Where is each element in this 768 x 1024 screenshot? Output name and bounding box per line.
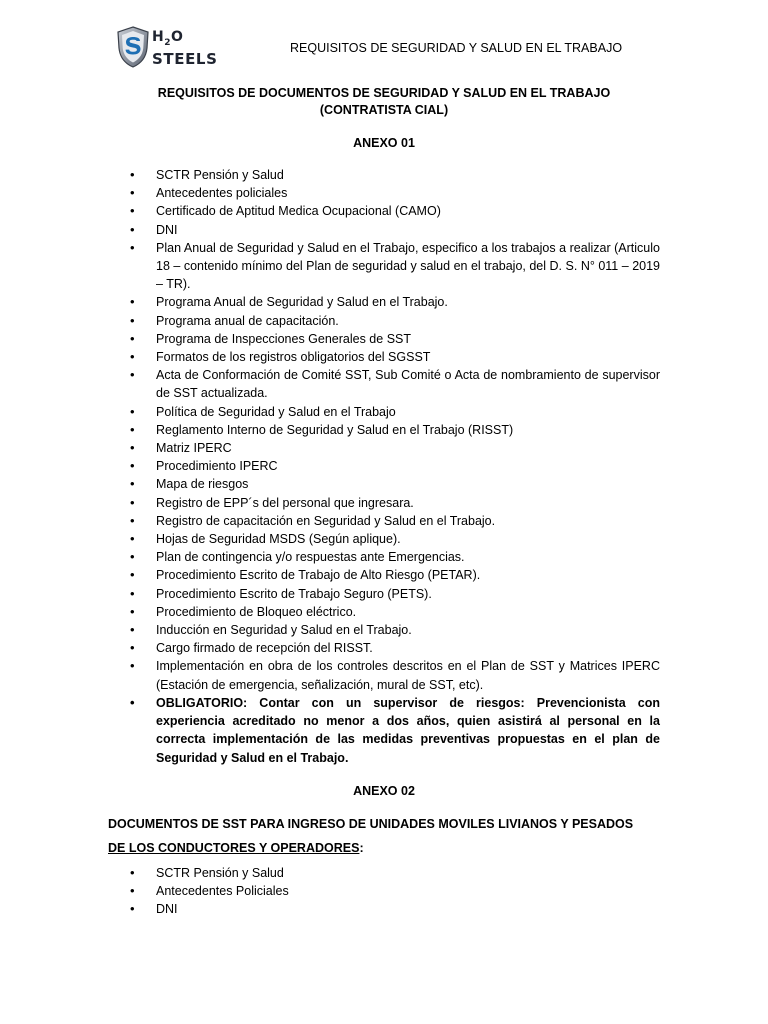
list-item: • Programa anual de capacitación. [108, 312, 660, 330]
list-item: • Reglamento Interno de Seguridad y Salud en el Trabajo (RISST) [108, 421, 660, 439]
anexo-02-subheading-2 [108, 840, 364, 857]
anexo-01-list [108, 166, 660, 767]
list-item: • Matriz IPERC [108, 439, 660, 457]
list-item: • Mapa de riesgos [108, 475, 660, 493]
list-item: • Política de Seguridad y Salud en el Trabajo [108, 403, 660, 421]
document-title-line-1: REQUISITOS DE DOCUMENTOS DE SEGURIDAD Y SALUD EN EL TRABAJO [157, 86, 611, 100]
logo-text: $H_2O$ STEELS [152, 29, 218, 68]
list-item: • Programa de Inspecciones Generales de SST [108, 330, 660, 348]
list-item: • Implementación en obra de los controles descritos en el Plan de SST y Matrices IPERC (Estación de emergencia, señalización, mural de SST, etc). [108, 657, 660, 693]
anexo-02-subheading-2-colon: : [359, 841, 364, 855]
list-item: • Plan de contingencia y/o respuestas ante Emergencias. [108, 548, 660, 566]
list-item: • Acta de Conformación de Comité SST, Sub Comité o Acta de nombramiento de supervisor de SST actualizada. [108, 366, 660, 402]
header-title: REQUISITOS DE SEGURIDAD Y SALUD EN EL TRABAJO [290, 41, 623, 55]
list-item: • Antecedentes Policiales [108, 882, 660, 900]
list-item: • Registro de capacitación en Seguridad y Salud en el Trabajo. [108, 512, 660, 530]
list-item: • Procedimiento Escrito de Trabajo Seguro (PETS). [108, 585, 660, 603]
list-item: • Formatos de los registros obligatorios del SGSST [108, 348, 660, 366]
list-item: • Plan Anual de Seguridad y Salud en el Trabajo, especifico a los trabajos a realizar (Articulo 18 – contenido mínimo del Plan de seguridad y salud en el trabajo, del D. S. N° 011 – 2019 – TR). [108, 239, 660, 294]
document-title-line-2: (CONTRATISTA CIAL) [319, 103, 449, 117]
list-item: • SCTR Pensión y Salud [108, 864, 660, 882]
list-item: • SCTR Pensión y Salud [108, 166, 660, 184]
list-item: • Programa Anual de Seguridad y Salud en el Trabajo. [108, 293, 660, 311]
list-item: • Procedimiento Escrito de Trabajo de Alto Riesgo (PETAR). [108, 566, 660, 584]
anexo-01-heading: ANEXO 01 [353, 136, 415, 150]
list-item: • Certificado de Aptitud Medica Ocupacional (CAMO) [108, 202, 660, 220]
list-item: • Registro de EPP´s del personal que ingresara. [108, 494, 660, 512]
page-header [116, 26, 676, 72]
list-item: • DNI [108, 900, 660, 918]
list-item: • DNI [108, 221, 660, 239]
document-title [108, 85, 660, 119]
list-item-obligatorio: • OBLIGATORIO: Contar con un supervisor de riesgos: Prevencionista con experiencia acreditado no menor a dos años, quien asistirá al personal en la correcta implementación de las medidas preventivas propuestas en el plan de Seguridad y Salud en el Trabajo. [108, 694, 660, 767]
shield-logo-icon [116, 26, 150, 68]
list-item: • Inducción en Seguridad y Salud en el Trabajo. [108, 621, 660, 639]
anexo-02-subheading: DOCUMENTOS DE SST PARA INGRESO DE UNIDADES MOVILES LIVIANOS Y PESADOS [108, 817, 634, 831]
company-logo [116, 26, 216, 70]
anexo-02-heading: ANEXO 02 [353, 784, 415, 798]
list-item: • Antecedentes policiales [108, 184, 660, 202]
anexo-02-list [108, 864, 660, 919]
list-item: • Cargo firmado de recepción del RISST. [108, 639, 660, 657]
list-item: • Procedimiento de Bloqueo eléctrico. [108, 603, 660, 621]
list-item: • Procedimiento IPERC [108, 457, 660, 475]
anexo-02-subheading-2-text: DE LOS CONDUCTORES Y OPERADORES [108, 841, 360, 855]
list-item: • Hojas de Seguridad MSDS (Según aplique). [108, 530, 660, 548]
